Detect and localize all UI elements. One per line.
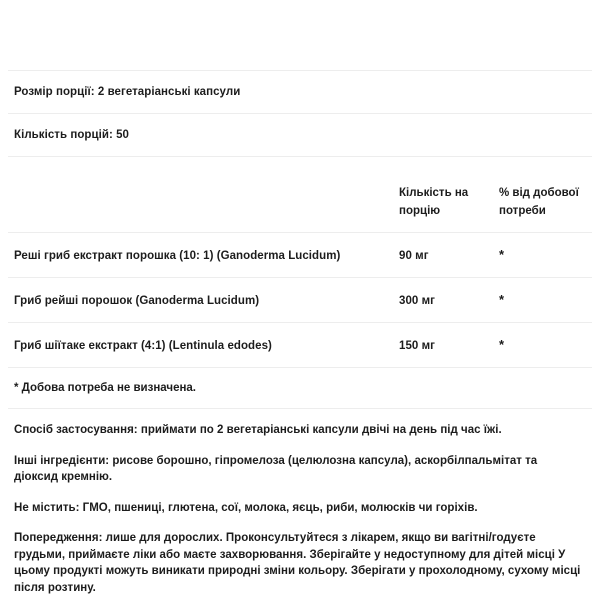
column-header-daily-value-label: % від добової потреби xyxy=(499,187,579,217)
ingredient-amount: 90 мг xyxy=(399,250,429,262)
ingredient-daily-value-cell xyxy=(499,336,594,354)
daily-value-footnote-row xyxy=(8,368,592,408)
ingredient-daily-value-cell xyxy=(499,291,594,309)
table-row xyxy=(8,278,592,322)
ingredient-name: Гриб рейші порошок (Ganoderma Lucidum) xyxy=(14,295,260,307)
ingredient-name-cell xyxy=(14,291,399,309)
ingredient-amount: 300 мг xyxy=(399,295,435,307)
other-ingredients-text: Інші інгредієнти: рисове борошно, гіпромелоза (целюлозна капсула), аскорбілпальмітат та діоксид кремнію. xyxy=(14,454,538,483)
directions-text: Спосіб застосування: приймати по 2 вегетаріанські капсули двічі на день під час їжі. xyxy=(14,424,502,436)
ingredient-name-cell xyxy=(14,336,399,354)
ingredient-name-cell xyxy=(14,246,399,264)
ingredient-daily-value-cell xyxy=(499,246,594,264)
ingredient-amount-cell xyxy=(399,291,499,309)
ingredient-daily-value: * xyxy=(499,292,505,307)
ingredient-amount: 150 мг xyxy=(399,340,435,352)
warning-text: Попередження: лише для дорослих. Проконсультуйтеся з лікарем, якщо ви вагітні/годуєте грудьми, приймаєте ліки або маєте захворювання. Зберігайте у недоступному для дітей місці У цьому продукті можуть виникати природні зміни кольору. Зберігати у прохолодному, сухому місці після розтину. xyxy=(14,532,581,594)
ingredient-amount-cell xyxy=(399,336,499,354)
notes-section xyxy=(8,409,592,596)
ingredient-name: Гриб шіїтаке екстракт (4:1) (Lentinula edodes) xyxy=(14,340,272,352)
servings-per-container-text: Кількість порцій: 50 xyxy=(14,129,129,141)
table-header-row xyxy=(8,157,592,232)
column-header-amount xyxy=(399,183,499,219)
servings-per-container-row xyxy=(8,114,592,156)
ingredient-daily-value: * xyxy=(499,247,505,262)
free-from-text: Не містить: ГМО, пшениці, глютена, сої, молока, яєць, риби, молюсків чи горіхів. xyxy=(14,501,478,514)
top-spacer xyxy=(8,0,592,70)
column-header-daily-value xyxy=(499,183,594,219)
table-row xyxy=(8,323,592,367)
column-header-amount-label: Кількість на порцію xyxy=(399,187,469,217)
ingredient-daily-value: * xyxy=(499,337,505,352)
serving-size-row xyxy=(8,71,592,113)
daily-value-footnote: * Добова потреба не визначена. xyxy=(14,382,197,394)
ingredient-amount-cell xyxy=(399,246,499,264)
table-row xyxy=(8,233,592,277)
serving-size-text: Розмір порції: 2 вегетаріанські капсули xyxy=(14,86,241,98)
ingredient-name: Реші гриб екстракт порошка (10: 1) (Ganoderma Lucidum) xyxy=(14,250,341,262)
